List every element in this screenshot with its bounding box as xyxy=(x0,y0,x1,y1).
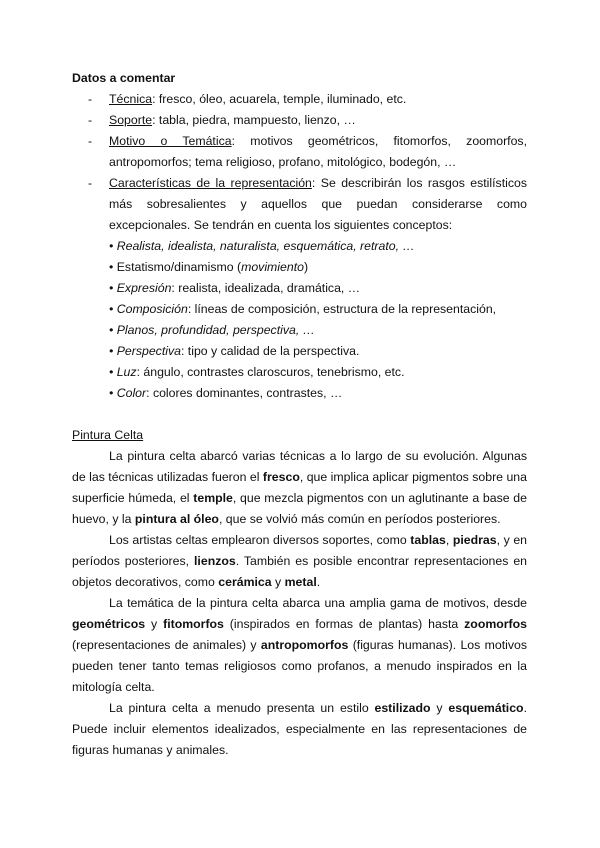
item-text: : fresco, óleo, acuarela, temple, iluminado, etc. xyxy=(152,92,407,106)
concept-item: • Realista, idealista, naturalista, esquemática, retrato, … xyxy=(109,239,415,253)
concept-item: • Estatismo/dinamismo (movimiento) xyxy=(109,260,309,274)
dash-bullet: - xyxy=(88,176,93,190)
concept-item: • Luz: ángulo, contrastes claroscuros, tenebrismo, etc. xyxy=(109,365,405,379)
concept-item: • Color: colores dominantes, contrastes, … xyxy=(109,386,343,400)
concept-item: • Perspectiva: tipo y calidad de la perspectiva. xyxy=(109,344,360,358)
datos-list xyxy=(72,89,527,404)
paragraph-tecnicas: La pintura celta abarcó varias técnicas a lo largo de su evolución. Algunas de las técnicas utilizadas fueron el fresco, que implica aplicar pigmentos sobre una superficie húmeda, el temple, que mezcla pigmentos con un aglutinante a base de huevo, y la pintura al óleo, que se volvió más común en períodos posteriores. xyxy=(72,449,527,526)
item-label: Características de la representación xyxy=(109,176,312,190)
list-item-tecnica xyxy=(72,89,527,110)
list-item-caracteristicas xyxy=(72,173,527,404)
item-text: : Se describirán los rasgos estilísticos más sobresalientes y aquellos que puedan considerarse como excepcionales. Se tendrán en cuenta los siguientes conceptos: xyxy=(109,176,527,232)
list-item-soporte xyxy=(72,110,527,131)
dash-bullet: - xyxy=(88,134,93,148)
dash-bullet: - xyxy=(88,113,93,127)
document-page xyxy=(72,68,527,761)
item-label: Motivo o Temática xyxy=(109,134,232,148)
paragraph-estilo: La pintura celta a menudo presenta un estilo estilizado y esquemático. Puede incluir elementos idealizados, especialmente en las representaciones de figuras humanas y animales. xyxy=(72,701,527,757)
item-text: : tabla, piedra, mampuesto, lienzo, … xyxy=(152,113,356,127)
concept-item: • Planos, profundidad, perspectiva, … xyxy=(109,323,315,337)
concept-item: • Expresión: realista, idealizada, dramática, … xyxy=(109,281,361,295)
section-heading-datos: Datos a comentar xyxy=(72,71,176,85)
section-title-celta: Pintura Celta xyxy=(72,428,144,442)
item-text: : motivos geométricos, fitomorfos, zoomorfos, antropomorfos; tema religioso, profano, mitológico, bodegón, … xyxy=(109,134,527,169)
item-label: Técnica xyxy=(109,92,153,106)
section-pintura-celta xyxy=(72,425,527,761)
list-item-motivo xyxy=(72,131,527,173)
paragraph-soportes: Los artistas celtas emplearon diversos soportes, como tablas, piedras, y en períodos posteriores, lienzos. También es posible encontrar representaciones en objetos decorativos, como cerámica y metal. xyxy=(72,533,528,589)
paragraph-tematica: La temática de la pintura celta abarca una amplia gama de motivos, desde geométricos y fitomorfos (inspirados en formas de plantas) hasta zoomorfos (representaciones de animales) y antropomorfos (figuras humanas). Los motivos pueden tener tanto temas religiosos como profanos, a menudo inspirados en la mitología celta. xyxy=(72,596,528,694)
concept-list xyxy=(109,236,527,404)
concept-item: • Composición: líneas de composición, estructura de la representación, xyxy=(109,302,497,316)
item-label: Soporte xyxy=(109,113,153,127)
dash-bullet: - xyxy=(88,92,93,106)
